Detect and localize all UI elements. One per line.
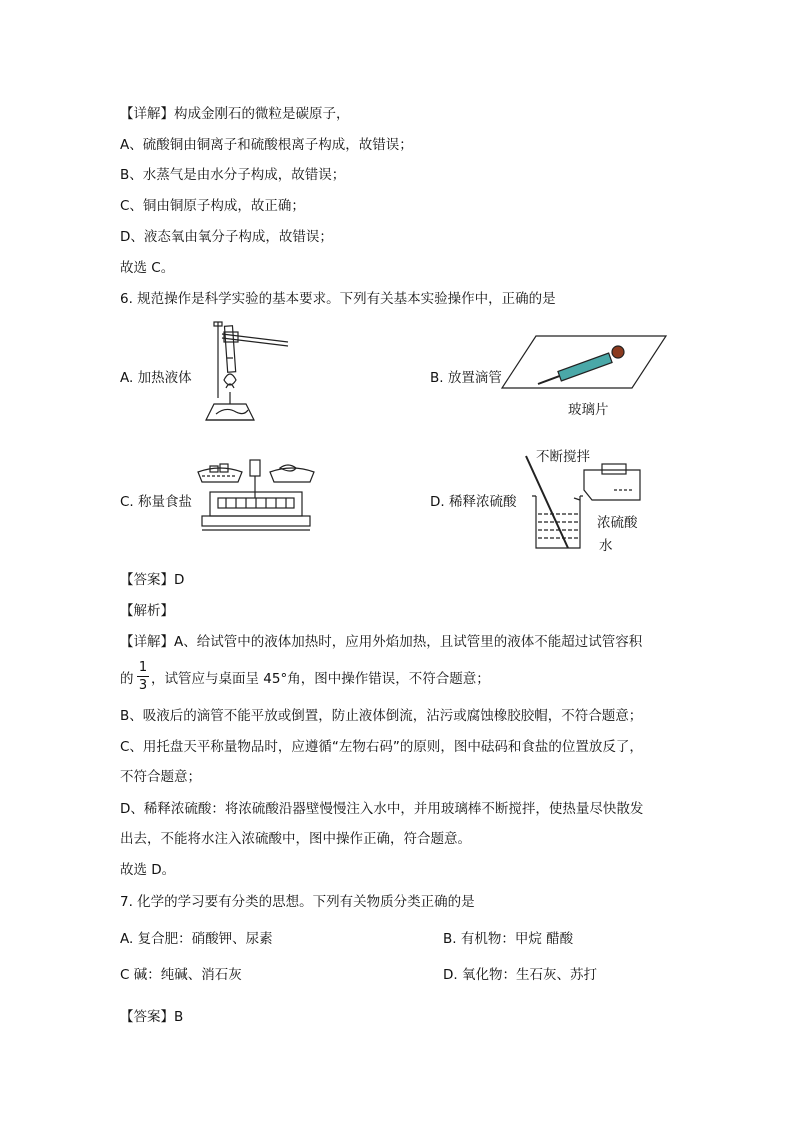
water-label: 水 [599,538,613,554]
q6-stem: 6. 规范操作是科学实验的基本要求。下列有关基本实验操作中，正确的是 [120,291,556,307]
q5-choice: 故选 C。 [120,260,175,276]
q7-answer: 【答案】B [120,1009,184,1025]
q6-detail-d-line2: 出去，不能将水注入浓硫酸中，图中操作正确，符合题意。 [120,831,471,847]
q6-detail-d-line1: D、稀释浓硫酸：将浓硫酸沿器壁慢慢注入水中，并用玻璃棒不断搅拌，使热量尽快散发 [120,801,644,817]
q6-choice: 故选 D。 [120,862,176,878]
q5-detail-d: D、液态氧由氧分子构成，故错误； [120,229,333,245]
glass-plate-label: 玻璃片 [568,402,609,418]
q6-detail-a-line1: 【详解】A、给试管中的液体加热时，应用外焰加热，且试管里的液体不能超过试管容积 [120,634,643,650]
q6-option-d: D. 稀释浓硫酸 [430,494,517,510]
q7-option-c: C 碱：纯碱、消石灰 [120,967,242,983]
q6-option-b: B. 放置滴管 [430,370,502,386]
q5-detail-c: C、铜由铜原子构成，故正确； [120,198,305,214]
q6-detail-a-line2: ，试管应与桌面呈 45°角，图中操作错误，不符合题意； [151,671,490,687]
fraction-numerator: 1 [138,660,148,675]
q5-detail: 【详解】构成金刚石的微粒是碳原子， [120,106,350,122]
q6-answer: 【答案】D [120,572,185,588]
q7-option-a: A. 复合肥：硝酸钾、尿素 [120,931,273,947]
q6-detail-a-prefix: 的 [120,671,134,687]
q6-detail-c-line2: 不符合题意； [120,769,201,785]
q5-detail-b: B、水蒸气是由水分子构成，故错误； [120,167,346,183]
dilution-figure [522,452,652,556]
balance-figure [196,458,316,532]
q5-detail-a: A、硫酸铜由铜离子和硫酸根离子构成，故错误； [120,137,413,153]
heating-liquid-figure [196,318,296,430]
fraction-one-third [137,660,149,693]
dropper-on-glass-figure [500,334,670,390]
q6-detail-c-line1: C、用托盘天平称量物品时，应遵循“左物右码”的原则，图中砝码和食盐的位置放反了， [120,739,643,755]
q6-option-c: C. 称量食盐 [120,494,193,510]
stir-label: 不断搅拌 [536,449,590,465]
q6-option-a: A. 加热液体 [120,370,192,386]
q7-option-b: B. 有机物：甲烷 醋酸 [443,931,574,947]
q6-analysis-heading: 【解析】 [120,603,174,619]
q7-option-d: D. 氧化物：生石灰、苏打 [443,967,597,983]
fraction-bar [137,676,149,677]
q7-stem: 7. 化学的学习要有分类的思想。下列有关物质分类正确的是 [120,894,475,910]
fraction-denominator: 3 [138,678,148,693]
sulfuric-acid-label: 浓硫酸 [597,515,638,531]
q6-detail-b: B、吸液后的滴管不能平放或倒置，防止液体倒流，沾污或腐蚀橡胶胶帽，不符合题意； [120,708,643,724]
